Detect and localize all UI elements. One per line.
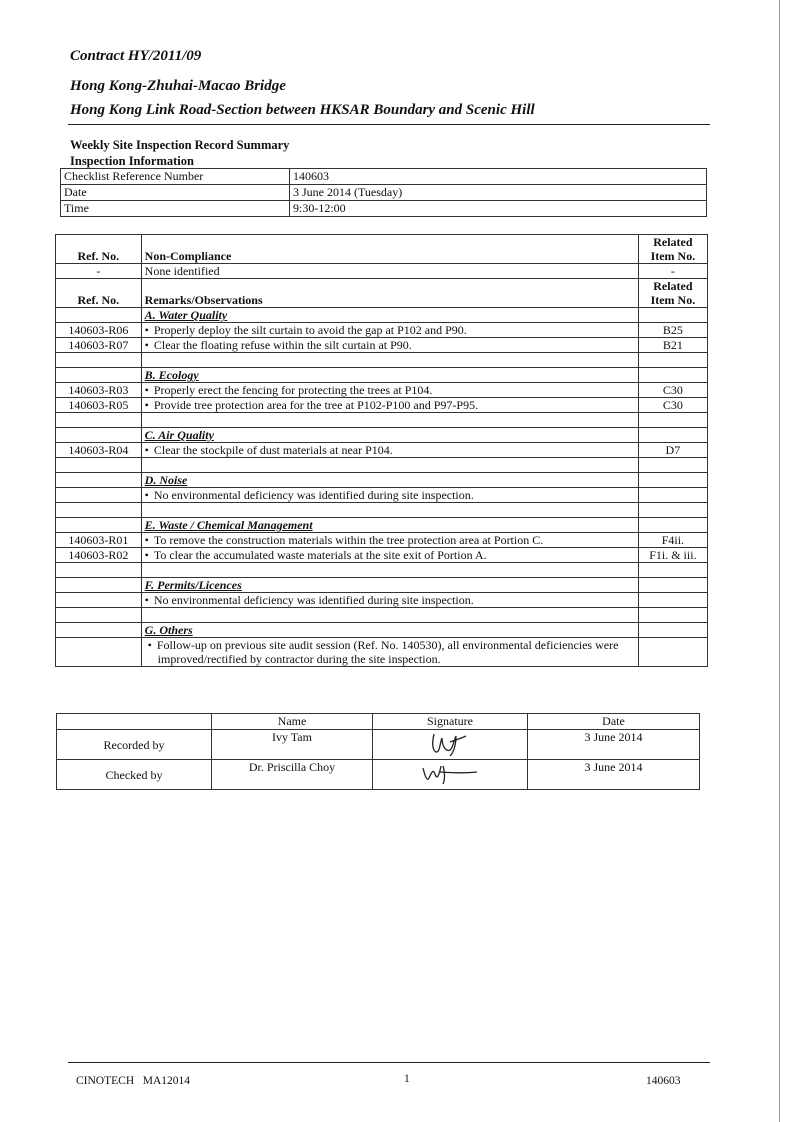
desc-cell: • Clear the stockpile of dust materials at near P104.: [141, 443, 638, 458]
table-row: [56, 264, 708, 279]
desc-cell: • Properly deploy the silt curtain to avoid the gap at P102 and P90.: [141, 323, 638, 338]
desc-cell: • To remove the construction materials within the tree protection area at Portion C.: [141, 533, 638, 548]
desc-cell: • No environmental deficiency was identified during site inspection.: [141, 488, 638, 503]
spacer-row: [56, 458, 708, 473]
section-title-air: C. Air Quality: [144, 428, 214, 442]
related-cell: F1i. & iii.: [638, 548, 707, 563]
page-number: 1: [404, 1073, 410, 1085]
ref-cell: 140603-R01: [56, 533, 142, 548]
signoff-row: [57, 730, 700, 760]
section-title-others: G. Others: [144, 623, 193, 637]
spacer-row: [56, 563, 708, 578]
spacer-row: [56, 608, 708, 623]
info-label: Checklist Reference Number: [61, 169, 290, 185]
info-label: Time: [61, 201, 290, 217]
noncompliance-header: Non-Compliance: [141, 235, 638, 264]
table-row: [56, 443, 708, 458]
table-row: [56, 533, 708, 548]
table-row: [56, 338, 708, 353]
info-value: 3 June 2014 (Tuesday): [290, 185, 707, 201]
section-title-ecology: B. Ecology: [144, 368, 199, 382]
related-cell: B21: [638, 338, 707, 353]
date-cell: 3 June 2014: [528, 730, 700, 760]
related-cell: -: [638, 264, 707, 279]
table-row: [56, 638, 708, 667]
table-row: [56, 593, 708, 608]
section-title-waste: E. Waste / Chemical Management: [144, 518, 313, 532]
ref-cell: 140603-R07: [56, 338, 142, 353]
related-cell: F4ii.: [638, 533, 707, 548]
date-cell: 3 June 2014: [528, 760, 700, 790]
name-cell: Dr. Priscilla Choy: [212, 760, 373, 790]
related-cell: [638, 593, 707, 608]
remarks-header: Remarks/Observations: [141, 279, 638, 308]
name-cell: Ivy Tam: [212, 730, 373, 760]
ref-cell: 140603-R04: [56, 443, 142, 458]
table-row: [56, 398, 708, 413]
desc-cell: • Provide tree protection area for the tree at P102-P100 and P97-P95.: [141, 398, 638, 413]
desc-cell: • No environmental deficiency was identified during site inspection.: [141, 593, 638, 608]
section-row: [56, 473, 708, 488]
table-row: [56, 383, 708, 398]
inspection-info-table: [60, 168, 707, 217]
info-row: [61, 201, 707, 217]
date-header: Date: [528, 714, 700, 730]
section-row: [56, 518, 708, 533]
noncompliance-header-row: [56, 235, 708, 264]
ref-cell: -: [56, 264, 142, 279]
table-row: [56, 323, 708, 338]
footer-right: 140603: [646, 1075, 681, 1087]
related-cell: C30: [638, 398, 707, 413]
signature-header: Signature: [373, 714, 528, 730]
ref-cell: 140603-R05: [56, 398, 142, 413]
ref-header: Ref. No.: [56, 235, 142, 264]
header-rule: [68, 124, 710, 125]
ref-cell: [56, 593, 142, 608]
related-cell: B25: [638, 323, 707, 338]
spacer-row: [56, 413, 708, 428]
info-row: [61, 169, 707, 185]
section-title-permits: F. Permits/Licences: [144, 578, 242, 592]
ref-cell: [56, 638, 142, 667]
related-header: Related Item No.: [638, 235, 707, 264]
signature-ivy-tam: [420, 730, 480, 756]
spacer-row: [56, 503, 708, 518]
section-row: [56, 368, 708, 383]
signoff-header-row: [57, 714, 700, 730]
footer-left: CINOTECH MA12014: [76, 1075, 191, 1087]
table-row: [56, 488, 708, 503]
ref-cell: 140603-R03: [56, 383, 142, 398]
spacer-row: [56, 353, 708, 368]
role-cell: Checked by: [57, 760, 212, 790]
ref-header: Ref. No.: [56, 279, 142, 308]
desc-cell: • Follow-up on previous site audit session (Ref. No. 140530), all environmental deficiencies were improved/rectified by contractor during the site inspection.: [141, 638, 638, 667]
remarks-header-row: [56, 279, 708, 308]
info-value: 140603: [290, 169, 707, 185]
contract-number: Contract HY/2011/09: [70, 48, 202, 64]
ref-cell: 140603-R06: [56, 323, 142, 338]
section-row: [56, 308, 708, 323]
related-cell: D7: [638, 443, 707, 458]
project-title: Hong Kong-Zhuhai-Macao Bridge: [70, 78, 286, 94]
summary-title: Weekly Site Inspection Record Summary: [70, 138, 290, 152]
section-title-noise: D. Noise: [144, 473, 188, 487]
signature-cell: [373, 760, 528, 790]
info-row: [61, 185, 707, 201]
section-title-water: A. Water Quality: [144, 308, 228, 322]
desc-cell: • To clear the accumulated waste materials at the site exit of Portion A.: [141, 548, 638, 563]
remarks-table: [55, 234, 708, 667]
section-row: [56, 578, 708, 593]
info-title: Inspection Information: [70, 154, 194, 168]
desc-cell: • Properly erect the fencing for protecting the trees at P104.: [141, 383, 638, 398]
scan-edge: [779, 0, 780, 1122]
role-cell: Recorded by: [57, 730, 212, 760]
section-row: [56, 428, 708, 443]
related-cell: [638, 488, 707, 503]
ref-cell: 140603-R02: [56, 548, 142, 563]
related-cell: [638, 638, 707, 667]
section-row: [56, 623, 708, 638]
section-title: Hong Kong Link Road-Section between HKSAR Boundary and Scenic Hill: [70, 102, 535, 118]
signature-priscilla-choy: [415, 760, 485, 786]
name-header: Name: [212, 714, 373, 730]
related-header: Related Item No.: [638, 279, 707, 308]
ref-cell: [56, 488, 142, 503]
table-row: [56, 548, 708, 563]
info-label: Date: [61, 185, 290, 201]
info-value: 9:30-12:00: [290, 201, 707, 217]
signature-cell: [373, 730, 528, 760]
related-cell: C30: [638, 383, 707, 398]
signoff-table: [56, 713, 700, 790]
signoff-row: [57, 760, 700, 790]
desc-cell: None identified: [141, 264, 638, 279]
footer-rule: [68, 1062, 710, 1063]
desc-cell: • Clear the floating refuse within the silt curtain at P90.: [141, 338, 638, 353]
